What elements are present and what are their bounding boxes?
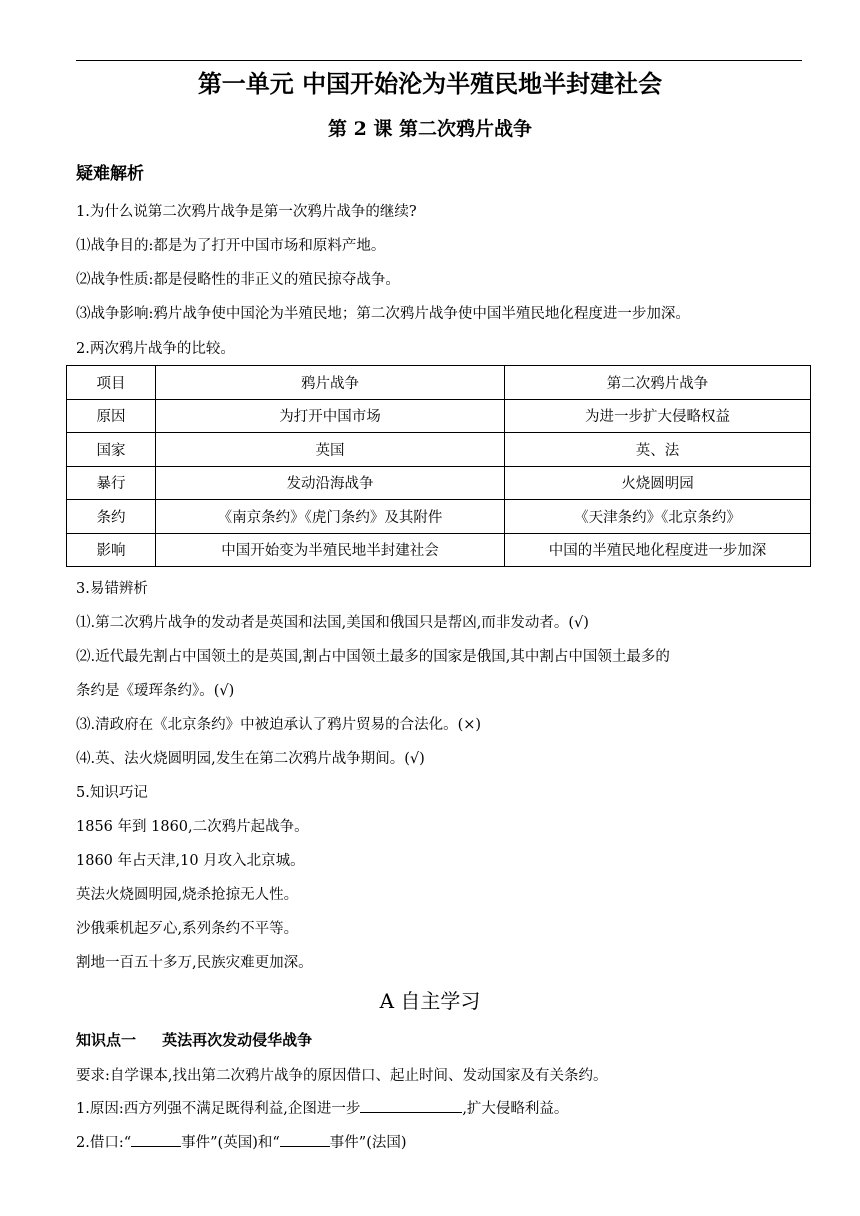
q2-title: 2.两次鸦片战争的比较。: [76, 341, 235, 357]
table-cell: 中国开始变为半殖民地半封建社会: [156, 533, 505, 567]
table-cell: 影响: [67, 533, 156, 567]
pretext-line: [76, 1130, 816, 1155]
q5-line: 割地一百五十多万,民族灾难更加深。: [76, 955, 313, 971]
pretext-blank-british[interactable]: [131, 1130, 181, 1147]
pretext-blank-french[interactable]: [280, 1130, 330, 1147]
table-cell: 暴行: [67, 466, 156, 500]
table-header-row: [67, 366, 811, 400]
header-rule: [76, 60, 802, 61]
cause-text: 1.原因:西方列强不满足既得利益,企图进一步: [76, 1101, 361, 1117]
pretext-text: 事件”(法国): [329, 1135, 407, 1151]
q3-title: 3.易错辨析: [76, 581, 148, 597]
q3-line: ⑶.清政府在《北京条约》中被迫承认了鸦片贸易的合法化。(×): [76, 717, 482, 733]
table-cell: 中国的半殖民地化程度进一步加深: [505, 533, 811, 567]
table-row: [67, 433, 811, 467]
table-cell: 为进一步扩大侵略权益: [505, 399, 811, 433]
q1-item: ⑵战争性质:都是侵略性的非正义的殖民掠夺战争。: [76, 272, 400, 288]
q5-line: 沙俄乘机起歹心,系列条约不平等。: [76, 921, 299, 937]
table-cell: 英国: [156, 433, 505, 467]
knowledge-point-title: 英法再次发动侵华战争: [162, 1031, 313, 1049]
table-cell: 火烧圆明园: [505, 466, 811, 500]
table-row: [67, 399, 811, 433]
comparison-table: [66, 365, 811, 567]
q1-title: 1.为什么说第二次鸦片战争是第一次鸦片战争的继续?: [76, 204, 417, 220]
lesson-title: 第 2 课 第二次鸦片战争: [327, 118, 533, 140]
q5-line: 英法火烧圆明园,烧杀抢掠无人性。: [76, 887, 299, 903]
requirement-line: 要求:自学课本,找出第二次鸦片战争的原因借口、起止时间、发动国家及有关条约。: [76, 1068, 608, 1084]
knowledge-point-heading: [76, 1028, 312, 1052]
q5-line: 1860 年占天津,10 月攻入北京城。: [76, 853, 305, 869]
q3-line: ⑴.第二次鸦片战争的发动者是英国和法国,美国和俄国只是帮凶,而非发动者。(√): [76, 615, 589, 631]
cause-blank[interactable]: [360, 1096, 462, 1113]
table-header-cell: 项目: [67, 366, 156, 400]
table-cell: 英、法: [505, 433, 811, 467]
table-cell: 原因: [67, 399, 156, 433]
q1-item: ⑴战争目的:都是为了打开中国市场和原料产地。: [76, 238, 386, 254]
cause-line: [76, 1096, 816, 1121]
table-row: [67, 500, 811, 534]
table-header-cell: 鸦片战争: [156, 366, 505, 400]
q5-line: 1856 年到 1860,二次鸦片起战争。: [76, 819, 309, 835]
q3-line: 条约是《瑷珲条约》。(√): [76, 683, 235, 699]
knowledge-point-label: 知识点一: [76, 1031, 137, 1049]
part-a-title: A 自主学习: [379, 989, 481, 1013]
cause-text-end: ,扩大侵略利益。: [462, 1101, 569, 1117]
table-cell: 《天津条约》《北京条约》: [505, 500, 811, 534]
pretext-text: 事件”(英国)和“: [181, 1135, 280, 1151]
table-row: [67, 533, 811, 567]
section-title: 疑难解析: [76, 164, 144, 184]
pretext-text: 2.借口:“: [76, 1135, 132, 1151]
q1-item: ⑶战争影响:鸦片战争使中国沦为半殖民地；第二次鸦片战争使中国半殖民地化程度进一步加深。: [76, 306, 690, 322]
table-row: [67, 466, 811, 500]
q5-title: 5.知识巧记: [76, 785, 148, 801]
q3-line: ⑷.英、法火烧圆明园,发生在第二次鸦片战争期间。(√): [76, 751, 425, 767]
table-cell: 《南京条约》《虎门条约》及其附件: [156, 500, 505, 534]
q3-line: ⑵.近代最先割占中国领土的是英国,割占中国领土最多的国家是俄国,其中割占中国领土最多的: [76, 649, 670, 665]
table-cell: 为打开中国市场: [156, 399, 505, 433]
table-cell: 国家: [67, 433, 156, 467]
table-header-cell: 第二次鸦片战争: [505, 366, 811, 400]
table-cell: 发动沿海战争: [156, 466, 505, 500]
table-cell: 条约: [67, 500, 156, 534]
unit-title: 第一单元 中国开始沦为半殖民地半封建社会: [197, 70, 663, 98]
